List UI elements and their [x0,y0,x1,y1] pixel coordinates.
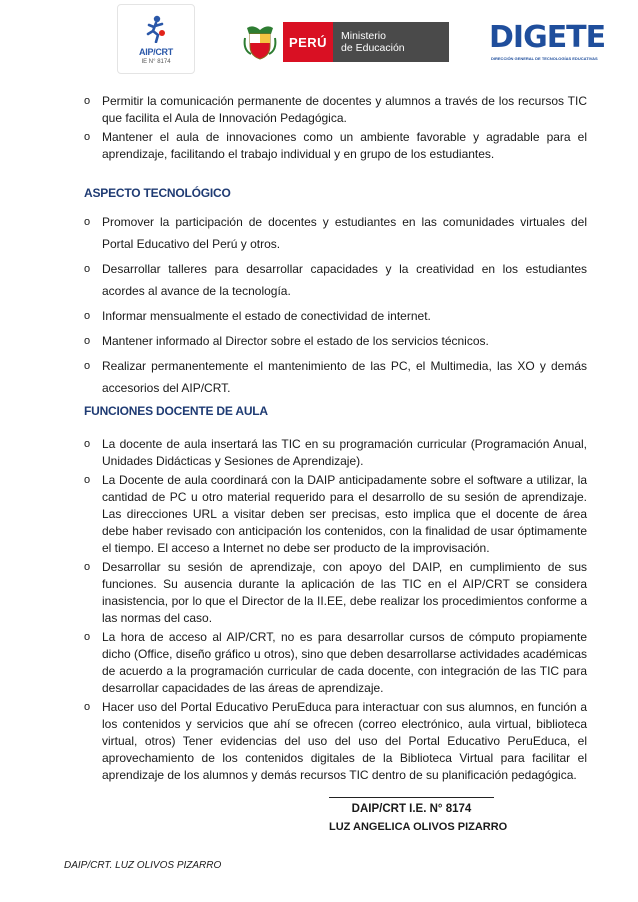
ministry-line-1: Ministerio [341,30,386,42]
list-item: o Hacer uso del Portal Educativo PeruEduca para interactuar con sus alumnos, en función a los contenidos y servicios que ahí se ofrecen (correo electrónico, aula virtual, biblioteca virtual, otros) Tener evidencias del uso del uso del Portal Educativo PeruEduca, el aprovechamiento de los contenidos digitales de la Biblioteca Virtual para facilitar el aprendizaje de los alumnos y demás recursos TIC dentro de su planificación pedagógica. [84,699,587,784]
aip-crt-logo [117,4,195,74]
signature-name: LUZ ANGELICA OLIVOS PIZARRO [329,821,508,833]
list-item: o La docente de aula insertará las TIC en su programación curricular (Programación Anual, Unidades Didácticas y Sesiones de Aprendizaje). [84,436,587,470]
digete-wordmark: DIGETE [489,20,606,55]
list-item: o Realizar permanentemente el mantenimiento de las PC, el Multimedia, las XO y demás accesorios del AIP/CRT. [84,355,587,399]
section-heading-funciones: FUNCIONES DOCENTE DE AULA [84,404,268,418]
list-item: o Permitir la comunicación permanente de docentes y alumnos a través de los recursos TIC que facilita el Aula de Innovación Pedagógica. [84,93,587,127]
runner-figure-icon [144,15,168,43]
signature-line [329,797,494,798]
list-item: o La hora de acceso al AIP/CRT, no es para desarrollar cursos de cómputo propiamente dicho (Office, diseño gráfico u otros), sino que deben desarrollarse actividades académicas de acuerdo a la programación curricular de cada docente, con integración de las TIC para desarrollar capacidades de las áreas de aprendizaje. [84,629,587,697]
digete-subtitle: DIRECCIÓN GENERAL DE TECNOLOGÍAS EDUCATIVAS [491,56,598,61]
peru-label: PERÚ [283,22,333,62]
signature-institution: DAIP/CRT I.E. N° 8174 [351,803,472,815]
digete-logo [489,20,606,64]
page-footer: DAIP/CRT. LUZ OLIVOS PIZARRO [64,860,222,871]
ministry-line-2: de Educación [341,42,405,54]
list-item: o Desarrollar su sesión de aprendizaje, con apoyo del DAIP, en cumplimiento de sus funciones. Su ausencia durante la aplicación de las TIC en el AIP/CRT se considera inasistencia, por lo que el Director de la II.EE, debe realizar los procedimientos conforme a las normas del caso. [84,559,587,627]
page-header [0,0,638,80]
list-item: o Mantener el aula de innovaciones como un ambiente favorable y agradable para el aprendizaje, facilitando el trabajo individual y en grupo de los estudiantes. [84,129,587,163]
aip-logo-title: AIP/CRT [139,47,173,57]
list-item: o Mantener informado al Director sobre el estado de los servicios técnicos. [84,330,587,352]
coat-of-arms-icon [243,24,277,60]
list-item: o Promover la participación de docentes y estudiantes en las comunidades virtuales del Portal Educativo del Perú y otros. [84,211,587,255]
list-item: o Informar mensualmente el estado de conectividad de internet. [84,305,587,327]
aip-logo-subtitle: IE N° 8174 [141,59,171,65]
list-item: o Desarrollar talleres para desarrollar capacidades y la creatividad en los estudiantes acordes al avance de la tecnología. [84,258,587,302]
list-item: o La Docente de aula coordinará con la DAIP anticipadamente sobre el software a utilizar, la cantidad de PC u otro material requerido para el desarrollo de su sesión de aprendizaje. Las direcciones URL a visitar deben ser precisas, esto implica que el docente de área debe haber revisado con anticipación los contenidos, con la finalidad de usar óptimamente el tiempo. El acceso a Internet no debe ser producto de la improvisación. [84,472,587,557]
ministerio-educacion-logo [283,22,449,62]
section-heading-tecnologico: ASPECTO TECNOLÓGICO [84,186,231,200]
ministry-name [333,22,449,62]
document-body [84,93,587,786]
